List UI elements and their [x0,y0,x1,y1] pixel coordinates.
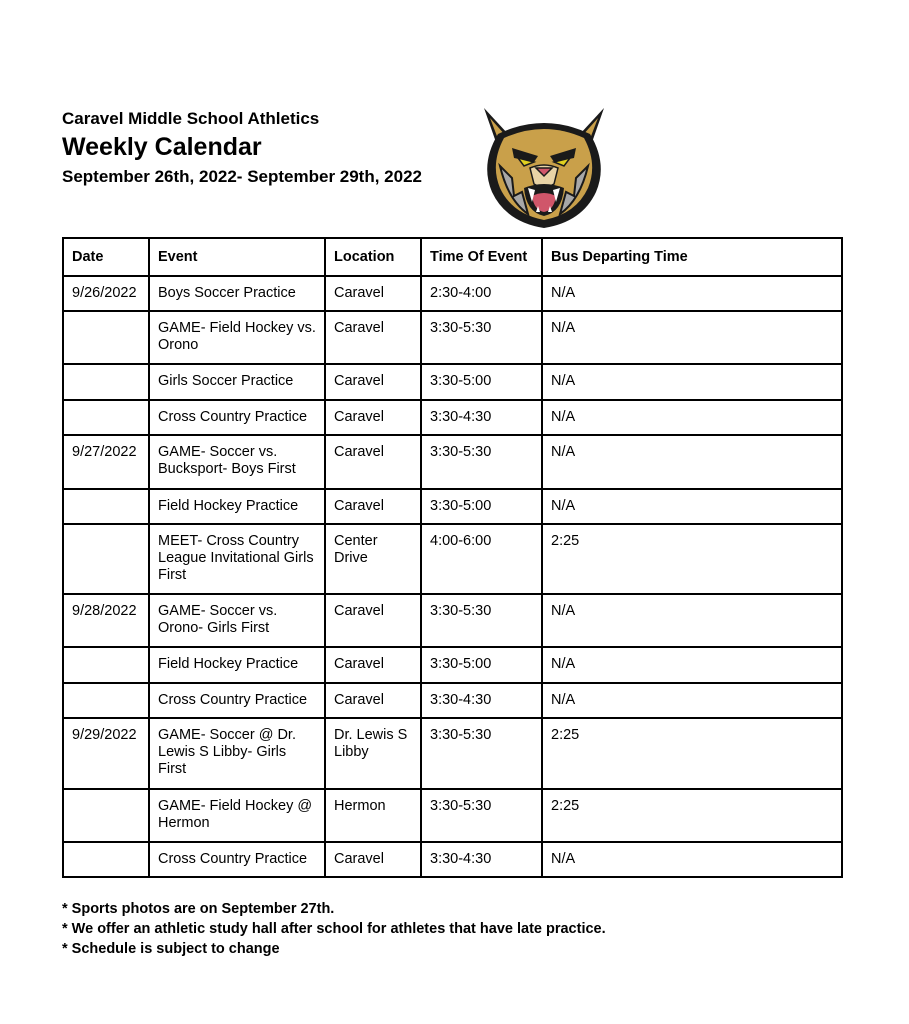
event-cell: GAME- Soccer vs. Bucksport- Boys First [149,435,325,489]
table-row [63,594,842,647]
time-cell: 3:30-4:30 [421,400,542,435]
location-cell: Caravel [325,435,421,489]
column-header-event: Event [149,238,325,276]
event-cell: Girls Soccer Practice [149,364,325,400]
footnote-photos: * Sports photos are on September 27th. [62,901,335,917]
date-cell: 9/27/2022 [63,435,149,489]
bus-cell: N/A [542,683,842,718]
time-cell: 3:30-5:30 [421,311,542,364]
time-cell: 3:30-5:00 [421,647,542,683]
table-row [63,400,842,435]
table-row [63,311,842,364]
table-row [63,718,842,789]
column-header-date: Date [63,238,149,276]
column-header-location: Location [325,238,421,276]
location-cell: Caravel [325,400,421,435]
bus-cell: N/A [542,364,842,400]
schedule-table [62,237,843,878]
date-cell [63,364,149,400]
wildcat-mascot-icon [478,104,610,230]
event-cell: Field Hockey Practice [149,647,325,683]
event-cell: GAME- Soccer @ Dr. Lewis S Libby- Girls First [149,718,325,789]
event-cell: Field Hockey Practice [149,489,325,524]
event-cell: GAME- Field Hockey @ Hermon [149,789,325,842]
time-cell: 3:30-5:30 [421,594,542,647]
time-cell: 4:00-6:00 [421,524,542,594]
bus-cell: 2:25 [542,789,842,842]
table-row [63,683,842,718]
location-cell: Caravel [325,683,421,718]
table-row [63,842,842,877]
bus-cell: N/A [542,435,842,489]
date-cell [63,842,149,877]
time-cell: 3:30-5:00 [421,364,542,400]
table-header-row [63,238,842,276]
date-cell [63,647,149,683]
location-cell: Caravel [325,842,421,877]
bus-cell: 2:25 [542,718,842,789]
location-cell: Center Drive [325,524,421,594]
date-range: September 26th, 2022- September 29th, 2022 [62,167,422,186]
date-cell [63,524,149,594]
table-row [63,276,842,311]
date-cell: 9/29/2022 [63,718,149,789]
page-title: Weekly Calendar [62,133,262,161]
date-cell [63,311,149,364]
column-header-bus: Bus Departing Time [542,238,842,276]
location-cell: Caravel [325,489,421,524]
organization-name: Caravel Middle School Athletics [62,109,320,128]
event-cell: GAME- Field Hockey vs. Orono [149,311,325,364]
location-cell: Caravel [325,276,421,311]
event-cell: Cross Country Practice [149,400,325,435]
date-cell [63,489,149,524]
time-cell: 3:30-5:00 [421,489,542,524]
event-cell: MEET- Cross Country League Invitational Girls First [149,524,325,594]
date-cell: 9/26/2022 [63,276,149,311]
table-row [63,489,842,524]
location-cell: Dr. Lewis S Libby [325,718,421,789]
column-header-time: Time Of Event [421,238,542,276]
event-cell: Cross Country Practice [149,842,325,877]
location-cell: Caravel [325,647,421,683]
event-cell: Cross Country Practice [149,683,325,718]
time-cell: 3:30-4:30 [421,842,542,877]
bus-cell: N/A [542,647,842,683]
time-cell: 2:30-4:00 [421,276,542,311]
time-cell: 3:30-5:30 [421,789,542,842]
footnote-study-hall: * We offer an athletic study hall after school for athletes that have late practice. [62,921,606,937]
bus-cell: N/A [542,489,842,524]
bus-cell: N/A [542,400,842,435]
table-row [63,647,842,683]
time-cell: 3:30-5:30 [421,435,542,489]
document-header [62,108,422,188]
bus-cell: 2:25 [542,524,842,594]
table-row [63,435,842,489]
table-row [63,789,842,842]
time-cell: 3:30-5:30 [421,718,542,789]
event-cell: GAME- Soccer vs. Orono- Girls First [149,594,325,647]
location-cell: Caravel [325,364,421,400]
location-cell: Hermon [325,789,421,842]
location-cell: Caravel [325,311,421,364]
bus-cell: N/A [542,594,842,647]
bus-cell: N/A [542,276,842,311]
date-cell [63,683,149,718]
location-cell: Caravel [325,594,421,647]
footnote-schedule-change: * Schedule is subject to change [62,941,280,957]
date-cell [63,400,149,435]
bus-cell: N/A [542,311,842,364]
bus-cell: N/A [542,842,842,877]
date-cell: 9/28/2022 [63,594,149,647]
date-cell [63,789,149,842]
time-cell: 3:30-4:30 [421,683,542,718]
table-row [63,524,842,594]
event-cell: Boys Soccer Practice [149,276,325,311]
table-row [63,364,842,400]
footnotes [62,899,606,959]
